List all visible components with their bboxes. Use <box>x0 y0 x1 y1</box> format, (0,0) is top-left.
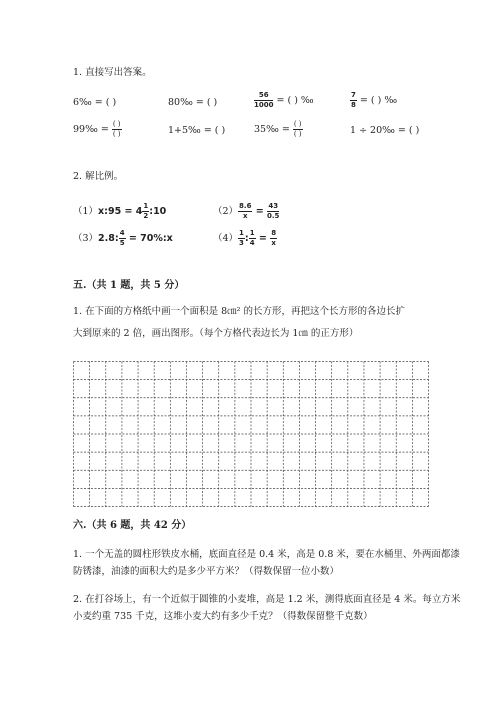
section-5-question-line-2: 大到原来的 2 倍，画出图形。（每个方格代表边长为 1㎝ 的正方形） <box>73 328 359 339</box>
fraction: $\frac{1}{2}$ <box>143 202 149 220</box>
q2-problem-2: （2） $\frac{8.6}{x}$ = $\frac{43}{0.5}$ <box>213 202 280 220</box>
section-6-question-1: 1. 一个无盖的圆柱形铁皮水桶，底面直径是 0.4 米，高是 0.8 米，要在水桶里、外两面都漆防锈漆，油漆的面积大约是多少平方米？（得数保留一位小数） <box>73 549 460 577</box>
fraction: $\frac{4}{5}$ <box>119 229 125 247</box>
fraction: $\frac{1}{4}$ <box>249 229 255 247</box>
q2-problem-3: （3）2.8: $\frac{4}{5}$ = 70%:x <box>73 229 173 247</box>
q1-item-4: $\frac{7}{8}$ = ( ) ‰ <box>351 91 398 109</box>
q2-title: 2. 解比例。 <box>73 171 124 182</box>
q1-item-3: $\frac{56}{1000}$ = ( ) ‰ <box>254 91 314 109</box>
q1-item-6: 1+5‰ = ( ) <box>168 125 226 136</box>
fraction: $\frac{7}{8}$ <box>351 91 356 109</box>
fraction: $\frac{( )}{( )}$ <box>112 120 121 138</box>
q1-item-5: 99‰ = $\frac{( )}{( )}$ <box>73 120 121 138</box>
fraction: $\frac{56}{1000}$ <box>254 91 274 109</box>
q2-problem-4: （4） $\frac{1}{3}$ : $\frac{1}{4}$ = $\frac{8}{x}$ <box>213 229 277 247</box>
section-5-heading: 五.（共 1 题，共 5 分） <box>73 280 185 291</box>
q1-item-7: 35‰ = $\frac{( )}{( )}$ <box>254 120 302 138</box>
grid-paper[interactable] <box>73 361 429 507</box>
q1-item-2: 80‰ = ( ) <box>168 97 218 108</box>
section-5-question-line-1: 1. 在下面的方格纸中画一个面积是 8㎝² 的长方形，再把这个长方形的各边长扩 <box>73 306 405 317</box>
section-6-heading: 六.（共 6 题，共 42 分） <box>73 520 192 531</box>
section-6-question-2: 2. 在打谷场上，有一个近似于圆锥的小麦堆，高是 1.2 米，测得底面直径是 4 米。每立方米小麦约重 735 千克，这堆小麦大约有多少千克？（得数保留整千克数） <box>73 594 461 622</box>
q2-problem-1: （1）x:95 = 4 $\frac{1}{2}$ :10 <box>73 202 167 220</box>
fraction: $\frac{8}{x}$ <box>271 229 277 247</box>
q1-title: 1. 直接写出答案。 <box>73 67 152 78</box>
q1-item-1: 6‰ = ( ) <box>73 97 117 108</box>
fraction: $\frac{1}{3}$ <box>239 229 244 247</box>
q1-item-8: 1 ÷ 20‰ = ( ) <box>350 125 420 136</box>
fraction: $\frac{( )}{( )}$ <box>293 120 302 138</box>
fraction: $\frac{43}{0.5}$ <box>267 202 280 220</box>
fraction: $\frac{8.6}{x}$ <box>239 202 252 220</box>
